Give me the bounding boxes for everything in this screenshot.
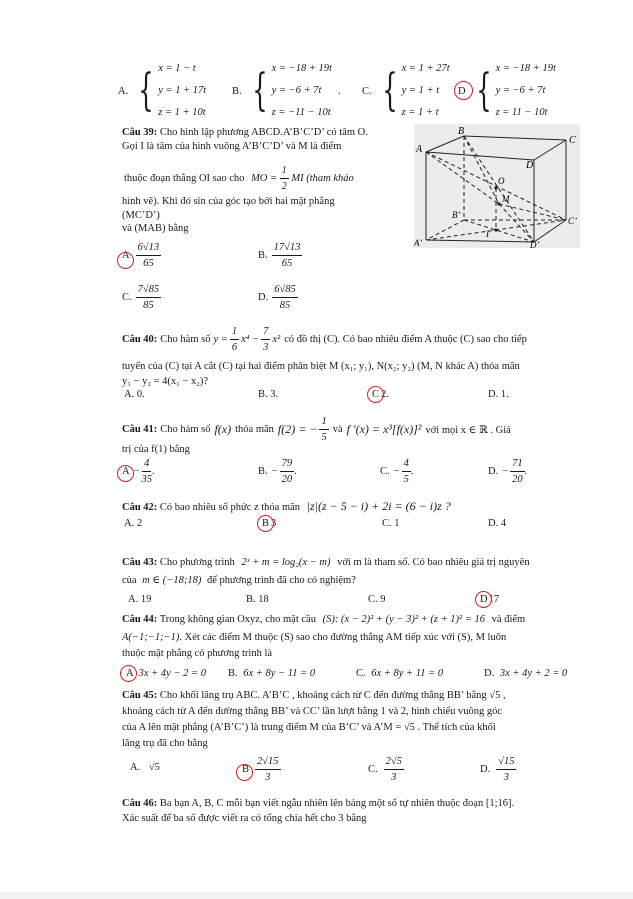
- q43-option-a: A. 19: [128, 594, 152, 605]
- fraction-numerator: 17√13: [272, 240, 303, 256]
- q44-t2: và điểm: [491, 614, 526, 625]
- fraction-numerator: 6√85: [272, 282, 298, 298]
- q41-b-fraction: [280, 456, 295, 487]
- q43-line2: [122, 574, 356, 586]
- fraction-numerator: 4: [142, 456, 151, 472]
- q43-t2: với m là tham số. Có bao nhiêu giá trị nguyên: [337, 557, 530, 568]
- fig-label-i: I: [486, 229, 489, 239]
- q39-option-d-label: D.: [258, 292, 269, 303]
- fraction-numerator: 2√5: [384, 754, 404, 770]
- q43-line2a: của: [122, 575, 137, 586]
- q38-c-eq-x: x = 1 + 27t: [401, 63, 450, 74]
- q44-option-d-label: D.: [484, 668, 495, 679]
- answer-circle: [257, 515, 277, 532]
- q41-t3: và: [332, 424, 343, 435]
- fraction-numerator: 7: [261, 324, 270, 340]
- fig-label-c: C: [569, 135, 576, 146]
- fraction-denominator: 3: [503, 772, 509, 783]
- q39-title: Câu 39:: [122, 127, 158, 138]
- q41-option-d-sign: −: [502, 466, 509, 477]
- q41-option-d-label: D.: [488, 466, 499, 477]
- q45-title: Câu 45:: [122, 690, 158, 701]
- q45-line3: của A lên mặt phẳng (A’B’C’) là trung điểm M của B’C’ và A’M = √5 . Thể tích của khối: [122, 722, 496, 733]
- q39-a-fraction: [136, 240, 162, 271]
- answer-circle: [475, 591, 492, 608]
- q45-option-c-label: C.: [368, 764, 378, 775]
- answer-circle: [117, 252, 134, 269]
- q40-title: Câu 40:: [122, 334, 158, 345]
- q42-option-b-label: B: [262, 518, 270, 529]
- q45-line1: [122, 690, 506, 701]
- q45-line4: lăng trụ đã cho bằng: [122, 738, 208, 749]
- q42-option-b-value: 3: [271, 518, 277, 529]
- q41-t2: thỏa mãn: [235, 424, 274, 435]
- q44-option-d: [484, 668, 567, 679]
- q44-option-c-label: C.: [356, 668, 366, 679]
- q41-option-c-sign: −: [393, 466, 400, 477]
- fraction-denominator: 5: [403, 474, 409, 485]
- fraction-denominator: 65: [143, 258, 154, 269]
- fraction-numerator: 4: [402, 456, 411, 472]
- q40-line1: [122, 324, 527, 355]
- fraction-denominator: 5: [321, 432, 327, 443]
- q38-b-eq-y: y = −6 + 7t: [271, 85, 322, 96]
- q41-fx: f(x): [214, 422, 232, 436]
- q45-option-a-value: √5: [148, 762, 160, 773]
- q40-y: y =: [213, 334, 228, 345]
- q39-line2: Gọi I là tâm của hình vuông A’B’C’D’ và M là điểm: [122, 141, 342, 152]
- answer-circle: [117, 465, 134, 482]
- q38-a-eq-x: x = 1 − t: [158, 63, 196, 74]
- q41-option-c-label: C.: [380, 466, 390, 477]
- answer-circle: [454, 81, 473, 100]
- fig-label-dp: D’: [530, 240, 540, 248]
- q38-a-eq-y: y = 1 + 17t: [158, 85, 207, 96]
- q42-option-a: A. 2: [124, 518, 143, 529]
- q38-option-c: [362, 58, 450, 124]
- q45-option-a: [130, 762, 160, 773]
- q41-line2: trị của f(1) bằng: [122, 444, 190, 455]
- q44-option-c: [356, 668, 443, 679]
- q43-option-d-label: D: [480, 594, 488, 605]
- q38-option-b: [232, 58, 341, 124]
- q40-t3: có đồ thị (C). Có bao nhiêu điểm A thuộc (C) sao cho tiếp: [284, 334, 527, 345]
- fig-label-d: D: [526, 160, 534, 171]
- fraction-denominator: 6: [231, 342, 238, 353]
- fraction-numerator: 6√13: [136, 240, 162, 256]
- fig-label-o: O: [498, 176, 505, 186]
- fraction-denominator: 85: [143, 300, 154, 311]
- q44-option-b: [228, 668, 315, 679]
- q41-d-fraction: [510, 456, 525, 487]
- brace: {: [381, 65, 398, 116]
- q40-frac2: [261, 324, 270, 355]
- q38-c-eq-z: z = 1 + t: [401, 107, 439, 118]
- fraction-numerator: 1: [319, 414, 328, 430]
- q39-option-a-label: A: [122, 250, 130, 261]
- q41-title: Câu 41:: [122, 424, 158, 435]
- q39-option-d: [258, 282, 298, 313]
- q41-c-fraction: [402, 456, 411, 487]
- q45-option-d: [480, 754, 516, 785]
- q42-title: Câu 42:: [122, 502, 158, 513]
- q40-option-c-label: C: [372, 389, 380, 400]
- fraction-numerator: 71: [510, 456, 525, 472]
- q38-d-eq-x: x = −18 + 19t: [495, 63, 556, 74]
- fraction-denominator: 65: [281, 258, 293, 269]
- q39-half-fraction: [280, 163, 289, 194]
- cube-figure: [414, 124, 580, 248]
- q41-frac: [319, 414, 328, 445]
- q38-a-eq-z: z = 1 + 10t: [158, 107, 206, 118]
- fraction-numerator: 79: [280, 456, 295, 472]
- q39-d-fraction: [272, 282, 298, 313]
- q44-line2: [122, 632, 506, 643]
- q40-option-b: B. 3.: [258, 389, 279, 400]
- answer-circle: [367, 386, 384, 403]
- q43-equation: 2ˣ + m = log₂(x − m): [241, 557, 331, 568]
- q39-option-b-label: B.: [258, 250, 268, 261]
- q45-text: Cho khối lăng trụ ABC. A’B’C , khoảng cách từ C đến đường thẳng BB’ bằng √5 ,: [159, 690, 506, 701]
- q39-line6: và (MAB) bằng: [122, 223, 189, 234]
- q43-title: Câu 43:: [122, 557, 158, 568]
- q38-option-a-label: A.: [118, 85, 129, 97]
- q40-t1: Cho hàm số: [160, 334, 211, 345]
- q38-option-b-label: B.: [232, 85, 242, 97]
- q43-range: m ∈ (−18;18): [142, 575, 202, 586]
- q45-line2: khoảng cách từ A đến đường thẳng BB’ và CC’ lần lượt bằng 1 và 2, hình chiếu vuông góc: [122, 706, 503, 717]
- q38-option-c-label: C.: [362, 85, 372, 97]
- fig-label-bp: B’: [452, 210, 461, 220]
- q43-option-b: B. 18: [246, 594, 269, 605]
- fraction-denominator: 20: [281, 474, 293, 485]
- q43-line2c: để phương trình đã cho có nghiệm?: [207, 575, 356, 586]
- q39-c-fraction: [136, 282, 162, 313]
- q39-line4: hình vẽ). Khi đó sin của góc tạo bởi hai mặt phẳng: [122, 196, 335, 207]
- q40-option-c-value: 2.: [381, 389, 389, 400]
- q41-option-a: A − $\frac{4}{35}$ .: [122, 458, 155, 485]
- q45-option-b-label: B: [242, 764, 250, 775]
- q44-point-a: A(−1;−1;−1): [122, 632, 180, 643]
- q44-option-d-value: 3x + 4y + 2 = 0: [499, 668, 568, 679]
- q39-line3a: thuộc đoạn thẳng OI sao cho: [124, 172, 245, 184]
- q42-line1: [122, 499, 451, 514]
- fig-label-a: A: [416, 144, 423, 155]
- fraction-denominator: 2: [281, 181, 287, 192]
- q38-c-eq-y: y = 1 + t: [401, 85, 440, 96]
- q44-title: Câu 44:: [122, 614, 158, 625]
- fig-label-ap: A’: [414, 238, 423, 248]
- q44-line1: [122, 614, 525, 625]
- q39-option-c: [122, 282, 161, 313]
- fraction-denominator: 3: [263, 342, 269, 353]
- q40-x2: x²: [272, 334, 281, 345]
- q46-line1: [122, 798, 514, 809]
- page-edge: [0, 892, 633, 899]
- brace: {: [475, 65, 492, 116]
- q39-mo: MO =: [251, 172, 278, 184]
- q44-t1: Trong không gian Oxyz, cho mặt cầu: [159, 614, 316, 625]
- fraction-numerator: 2√15: [255, 754, 281, 770]
- q41-a-fraction: [142, 456, 153, 487]
- q44-line3: thuộc mặt phẳng có phương trình là: [122, 648, 273, 659]
- q39-line3: [124, 163, 354, 194]
- q39-b-fraction: [272, 240, 303, 271]
- q44-option-a-value: 3x + 4y − 2 = 0: [138, 668, 206, 679]
- q45-c-fraction: [384, 754, 404, 785]
- fraction-denominator: 3: [265, 772, 271, 783]
- q43-t1: Cho phương trình: [159, 557, 235, 568]
- q39-text: Cho hình lập phương ABCD.A’B’C’D’ có tâm O.: [159, 127, 368, 138]
- q45-d-fraction: [496, 754, 516, 785]
- q45-option-d-label: D.: [480, 764, 491, 775]
- fraction-numerator: 7√85: [136, 282, 162, 298]
- q46-line2: Xác suất để ba số được viết ra có tổng chia hết cho 3 bằng: [122, 813, 367, 824]
- fig-label-b: B: [458, 126, 465, 137]
- q44-option-a: [126, 668, 206, 679]
- q44-option-c-value: 6x + 8y + 11 = 0: [371, 668, 444, 679]
- q41-option-a-sign: −: [133, 466, 140, 477]
- fraction-denominator: 35: [141, 474, 153, 485]
- q44-option-b-label: B.: [228, 668, 238, 679]
- q46-title: Câu 46:: [122, 798, 158, 809]
- q41-option-b-label: B.: [258, 466, 268, 477]
- brace: {: [138, 65, 154, 116]
- q41-option-b-sign: −: [271, 466, 278, 477]
- q41-t4: với mọi x ∈ ℝ . Giá: [425, 424, 511, 436]
- q44-equation: (S): (x − 2)² + (y − 3)² + (z + 1)² = 16: [322, 614, 486, 625]
- fraction-numerator: 1: [280, 163, 289, 179]
- q43-line1: [122, 557, 530, 568]
- q42-text: Có bao nhiêu số phức z thỏa mãn: [159, 502, 301, 513]
- q45-option-a-label: A.: [130, 762, 141, 773]
- q40-option-a: A. 0.: [124, 389, 145, 400]
- q41-option-c: C. − $\frac{4}{5}$ .: [380, 458, 414, 485]
- q44-line2b: . Xét các điểm M thuộc (S) sao cho đường thẳng AM tiếp xúc với (S), M luôn: [179, 632, 507, 643]
- q38-option-d-label: D: [458, 85, 466, 97]
- q38-b-eq-z: z = −11 − 10t: [271, 107, 331, 118]
- q45-b-fraction: [255, 754, 281, 785]
- q41-option-b: B. − $\frac{79}{20}$ .: [258, 458, 297, 485]
- q40-x4: x⁴ −: [241, 334, 260, 345]
- fraction-denominator: 85: [279, 300, 291, 311]
- q44-option-b-value: 6x + 8y − 11 = 0: [243, 668, 316, 679]
- q40-line3: y₁ − y₂ = 4(x₁ − x₂)?: [122, 376, 209, 387]
- q41-t1: Cho hàm số: [160, 424, 211, 435]
- q41-line1: [122, 414, 511, 445]
- q42-option-c: C. 1: [382, 518, 400, 529]
- q41-option-a-label: A: [122, 466, 130, 477]
- q39-line5: (MC’D’): [122, 210, 160, 221]
- q41-f2: f(2) = −: [277, 422, 318, 436]
- q43-option-c: C. 9: [368, 594, 386, 605]
- q39-option-c-label: C.: [122, 292, 132, 303]
- q39-line3c: MI (tham khảo: [291, 172, 354, 184]
- q38-option-a: [118, 58, 206, 124]
- q41-option-d: D. − $\frac{71}{20}$ .: [488, 458, 528, 485]
- fraction-denominator: 20: [512, 474, 523, 485]
- q42-equation: |z|(z − 5 − i) + 2i = (6 − i)z ?: [306, 499, 451, 513]
- q39-line1: [122, 127, 368, 138]
- brace: {: [251, 65, 268, 116]
- fraction-numerator: 1: [230, 324, 239, 340]
- q45-option-c: [368, 754, 404, 785]
- q40-line2: tuyến của (C) tại A cắt (C) tại hai điểm phân biệt M (x₁; y₁), N(x₂; y₂) (M, N khác A) thỏa mãn: [122, 361, 520, 372]
- q38-d-eq-y: y = −6 + 7t: [495, 85, 546, 96]
- q42-option-d: D. 4: [488, 518, 507, 529]
- q40-frac1: [230, 324, 239, 355]
- fraction-denominator: 3: [391, 772, 397, 783]
- fig-label-m: M: [502, 194, 510, 204]
- fig-label-cp: C’: [568, 216, 577, 226]
- answer-circle: [120, 665, 137, 682]
- q38-b-eq-x: x = −18 + 19t: [271, 63, 332, 74]
- fraction-numerator: √15: [496, 754, 516, 770]
- q40-option-d: D. 1.: [488, 389, 509, 400]
- q43-option-d-value: 17: [488, 594, 500, 605]
- q38-d-eq-z: z = 11 − 10t: [495, 107, 548, 118]
- q44-option-a-label: A: [126, 668, 134, 679]
- q39-option-b: [258, 240, 302, 271]
- answer-circle: [236, 764, 253, 781]
- q41-deriv: f ′(x) = x³[f(x)]²: [346, 422, 422, 436]
- q38-b-suffix: .: [337, 85, 341, 97]
- q46-text: Ba bạn A, B, C mỗi bạn viết ngẫu nhiên lên bảng một số tự nhiên thuộc đoạn [1;16].: [159, 798, 515, 809]
